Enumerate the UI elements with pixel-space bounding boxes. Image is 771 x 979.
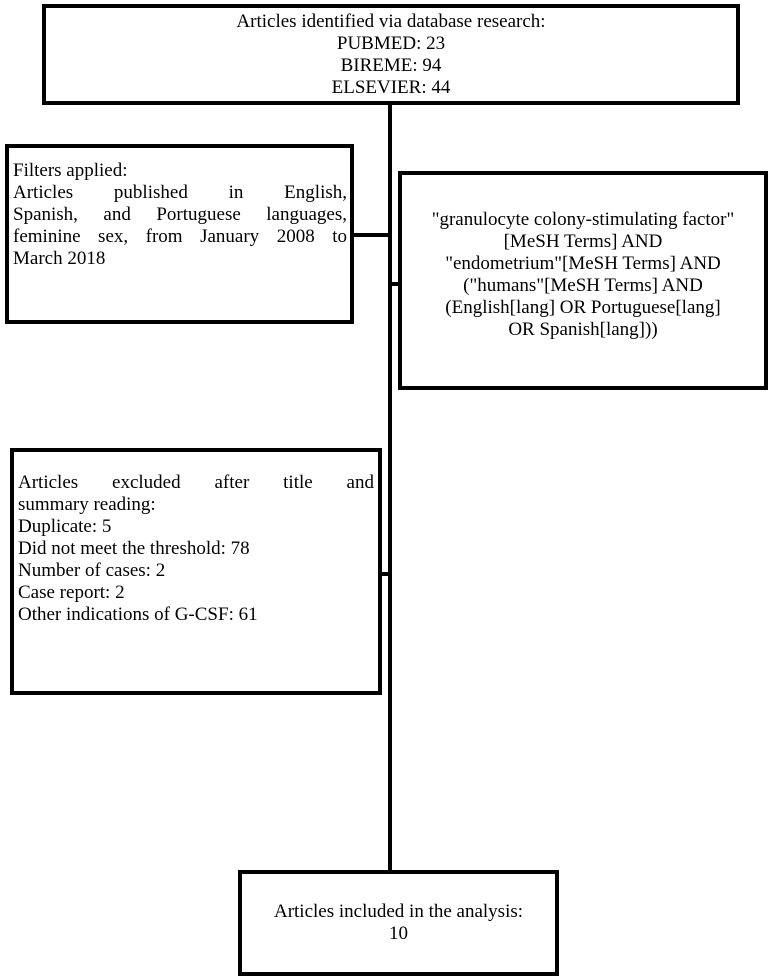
filters-text-line: feminine sex, from January 2008 to bbox=[13, 226, 347, 247]
search-query-box bbox=[398, 171, 768, 390]
excluded-heading-continued: summary reading: bbox=[18, 494, 156, 515]
main-vertical-connector bbox=[388, 105, 392, 872]
excluded-articles-box bbox=[10, 448, 382, 695]
filters-connector bbox=[352, 233, 390, 237]
filters-applied-box bbox=[5, 144, 354, 324]
excluded-heading: Articles excluded after title and bbox=[18, 472, 374, 493]
exclusion-reason-duplicate: Duplicate: 5 bbox=[18, 516, 112, 537]
filters-text-line: Articles published in English, bbox=[13, 182, 347, 203]
included-articles-box bbox=[238, 870, 559, 976]
exclusion-reason-number-of-cases: Number of cases: 2 bbox=[18, 560, 166, 581]
query-line: [MeSH Terms] AND bbox=[503, 231, 663, 252]
included-heading: Articles included in the analysis: bbox=[273, 901, 524, 922]
exclusion-reason-other-indications: Other indications of G-CSF: 61 bbox=[18, 604, 258, 625]
filters-heading: Filters applied: bbox=[13, 160, 128, 181]
query-line: ("humans"[MeSH Terms] AND bbox=[463, 275, 703, 296]
source-bireme-count: BIREME: 94 bbox=[340, 55, 442, 76]
query-line: "endometrium"[MeSH Terms] AND bbox=[445, 253, 721, 274]
identified-articles-heading: Articles identified via database research: bbox=[236, 11, 546, 32]
query-line: OR Spanish[lang])) bbox=[508, 319, 658, 340]
filters-text-line: Spanish, and Portuguese languages, bbox=[13, 204, 347, 225]
exclusion-reason-threshold: Did not meet the threshold: 78 bbox=[18, 538, 250, 559]
identified-articles-box bbox=[42, 4, 740, 105]
source-elsevier-count: ELSEVIER: 44 bbox=[331, 77, 451, 98]
exclusion-reason-case-report: Case report: 2 bbox=[18, 582, 125, 603]
source-pubmed-count: PUBMED: 23 bbox=[336, 33, 446, 54]
included-count: 10 bbox=[389, 923, 408, 944]
filters-text-line: March 2018 bbox=[13, 248, 106, 269]
query-line: (English[lang] OR Portuguese[lang] bbox=[445, 297, 721, 318]
query-line: "granulocyte colony-stimulating factor" bbox=[431, 209, 735, 230]
